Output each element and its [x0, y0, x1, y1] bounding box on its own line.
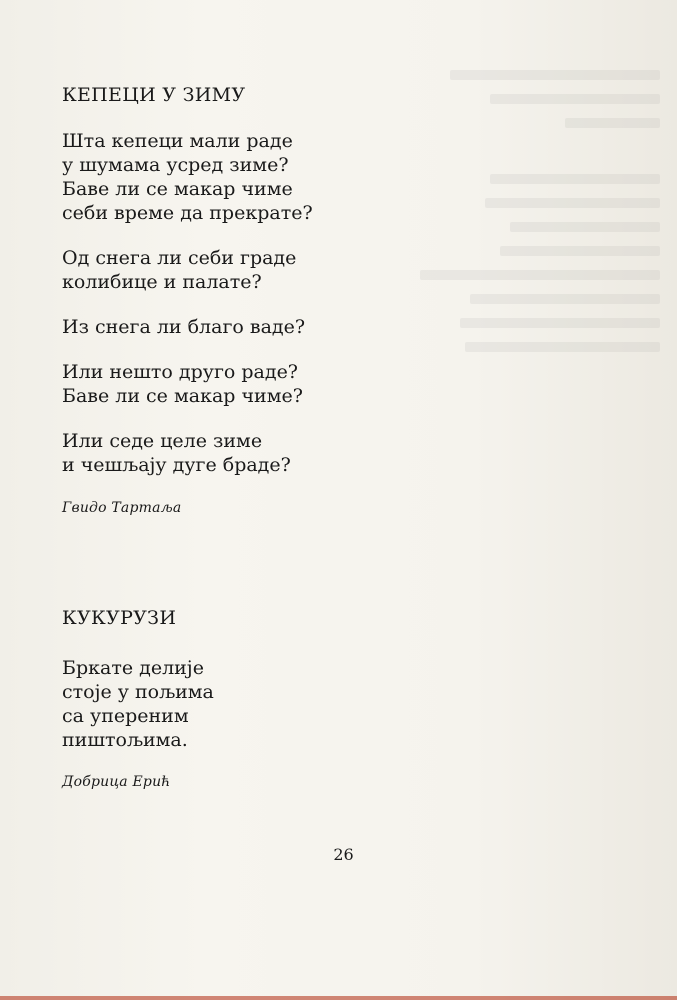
stanza [62, 129, 313, 225]
verse-line: пиштољима. [62, 729, 188, 751]
verse-line: Бркате делије [62, 657, 204, 679]
verse-line: у шумама усред зиме? [62, 154, 289, 176]
stanza [62, 429, 313, 477]
verse-line: са упереним [62, 705, 189, 727]
verse-line: стоје у пољима [62, 681, 214, 703]
verse-line: и чешљају дуге браде? [62, 454, 291, 476]
poem-title-kepeci: КЕПЕЦИ У ЗИМУ [62, 84, 246, 106]
verse-line: Или седе целе зиме [62, 430, 263, 452]
verse-line: колибице и палате? [62, 271, 262, 293]
page-edge [0, 996, 677, 1000]
bleed-through-shadow [330, 70, 660, 870]
stanza [62, 246, 313, 294]
verse-line: Или нешто друго раде? [62, 361, 298, 383]
verse-line: Баве ли се макар чиме [62, 178, 293, 200]
verse-line: себи време да прекрате? [62, 202, 313, 224]
stanza [62, 656, 214, 752]
verse-line: Шта кепеци мали раде [62, 130, 293, 152]
poem-author-kukuruzi: Добрица Ерић [62, 774, 171, 790]
stanza [62, 360, 313, 408]
poem-body-kepeci [62, 129, 313, 477]
verse-line: Баве ли се макар чиме? [62, 385, 303, 407]
poem-title-kukuruzi: КУКУРУЗИ [62, 607, 177, 629]
page-number: 26 [333, 845, 354, 864]
poem-author-kepeci: Гвидо Тартаља [62, 500, 182, 516]
verse-line: Од снега ли себи граде [62, 247, 297, 269]
poem-body-kukuruzi [62, 656, 214, 752]
stanza [62, 315, 313, 339]
verse-line: Из снега ли благо ваде? [62, 316, 306, 338]
